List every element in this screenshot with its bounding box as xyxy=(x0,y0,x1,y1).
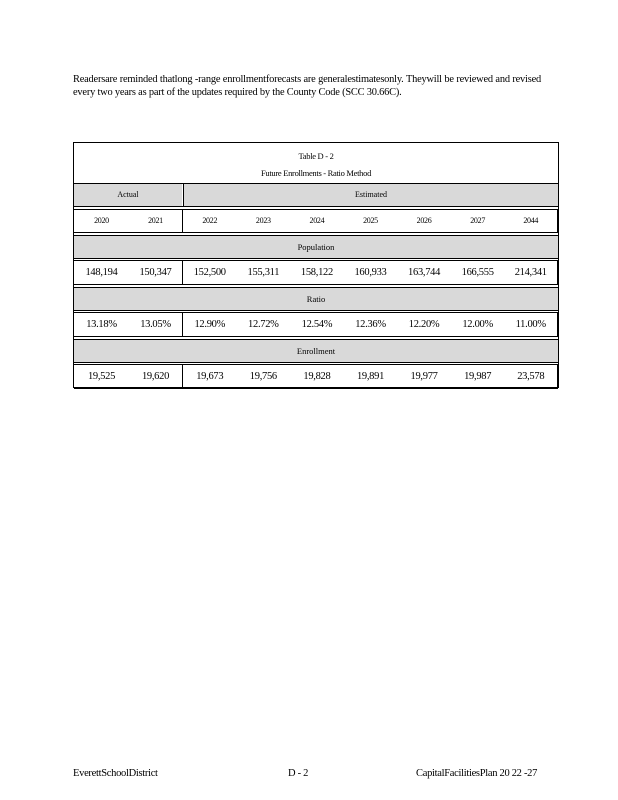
table-cell: 12.72% xyxy=(248,319,279,330)
year-header: 2024 xyxy=(309,216,325,225)
table-cell: 214,341 xyxy=(504,261,558,284)
table-cell: 163,744 xyxy=(408,267,441,278)
table-cell: 12.36% xyxy=(355,319,386,330)
table-cell: 19,987 xyxy=(464,371,492,382)
table-cell: 19,525 xyxy=(87,371,116,382)
table-row-ratio xyxy=(74,312,558,337)
table-cell: 160,933 xyxy=(354,267,387,278)
table-title-area xyxy=(74,143,558,183)
table-cell: 166,555 xyxy=(461,267,494,278)
table-cell: 19,977 xyxy=(410,371,438,382)
table-cell: 19,620 xyxy=(129,365,183,388)
year-header-row xyxy=(74,209,558,233)
year-header: 2021 xyxy=(129,210,183,232)
table-cell: 150,347 xyxy=(129,261,183,284)
year-header: 2027 xyxy=(470,216,486,225)
table-row-population xyxy=(74,260,558,285)
enrollment-table xyxy=(73,142,559,388)
year-header: 2026 xyxy=(416,216,432,225)
table-cell: 11.00% xyxy=(504,313,558,336)
intro-paragraph: Readersare reminded thatlong -range enrollmentforecasts are generalestimatesonly. Theywill be reviewed and revised every two years as part of the updates required by the County Code (SCC 30.66C). xyxy=(73,74,541,99)
table-cell: 19,673 xyxy=(196,371,224,382)
table-row-enrollment xyxy=(74,364,558,389)
group-actual-header: Actual xyxy=(74,184,182,206)
table-cell: 19,891 xyxy=(356,371,385,382)
footer-district-name: EverettSchoolDistrict xyxy=(73,768,158,779)
table-cell: 158,122 xyxy=(300,267,333,278)
table-cell: 12.00% xyxy=(462,319,493,330)
table-cell: 19,756 xyxy=(249,371,277,382)
year-header: 2020 xyxy=(94,216,109,225)
section-header-population: Population xyxy=(74,235,558,259)
footer-page-number: D - 2 xyxy=(288,768,309,779)
table-cell: 23,578 xyxy=(504,365,558,388)
section-header-enrollment: Enrollment xyxy=(74,339,558,363)
year-header: 2044 xyxy=(504,210,558,232)
footer-document-title: CapitalFacilitiesPlan 20 22 -27 xyxy=(416,768,538,779)
table-cell: 12.90% xyxy=(194,319,226,330)
table-cell: 148,194 xyxy=(85,267,118,278)
table-cell: 13.18% xyxy=(86,319,117,330)
year-header: 2025 xyxy=(363,216,378,225)
table-cell: 152,500 xyxy=(193,267,226,278)
table-cell: 155,311 xyxy=(247,267,280,278)
year-header: 2022 xyxy=(202,216,218,225)
year-header: 2023 xyxy=(255,216,271,225)
group-header-row xyxy=(74,183,558,207)
table-cell: 12.20% xyxy=(408,319,440,330)
section-header-ratio: Ratio xyxy=(74,287,558,311)
table-cell: 12.54% xyxy=(301,319,333,330)
table-cell: 13.05% xyxy=(129,313,183,336)
table-subtitle: Future Enrollments - Ratio Method xyxy=(260,168,372,178)
table-title: Table D - 2 xyxy=(298,151,334,161)
table-cell: 19,828 xyxy=(303,371,331,382)
group-estimated-header: Estimated xyxy=(183,184,558,206)
